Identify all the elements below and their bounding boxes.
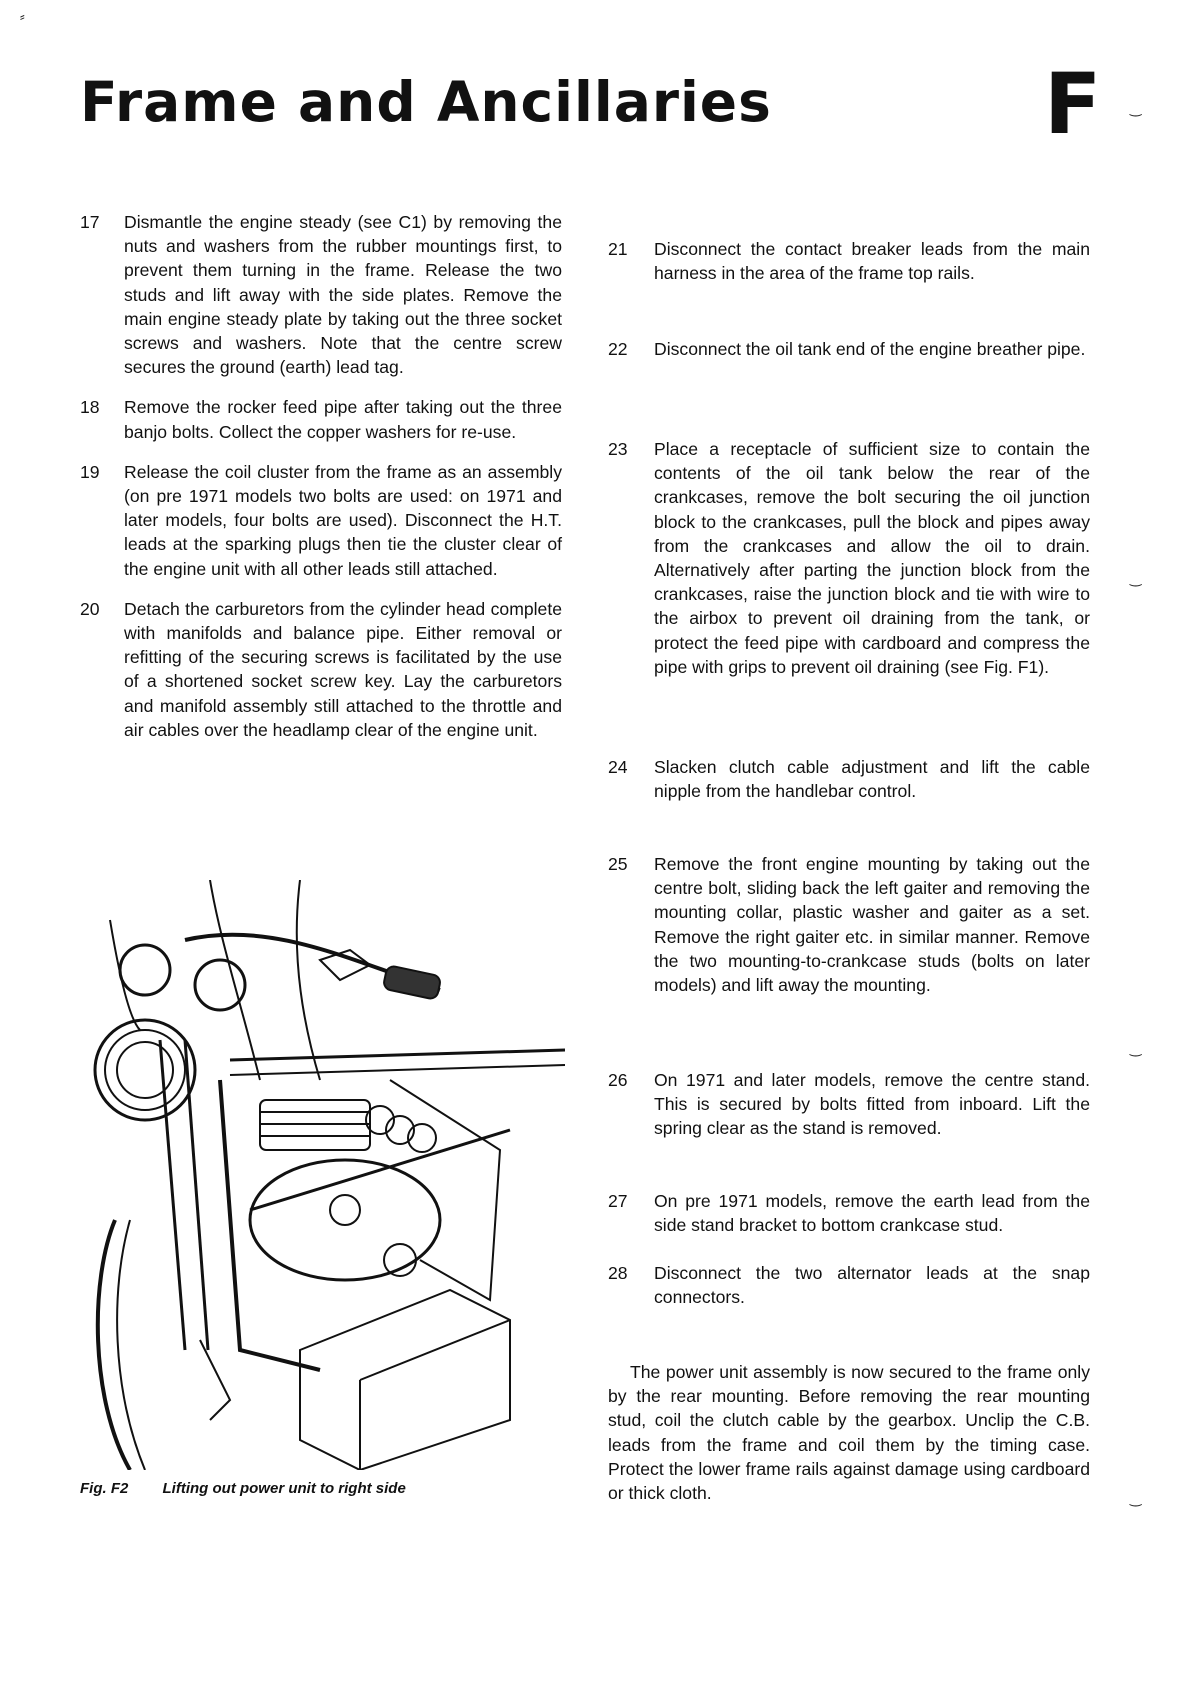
speedometer: [120, 945, 170, 995]
step-text: Slacken clutch cable adjustment and lift the cable nipple from the handlebar control.: [654, 757, 1090, 802]
step-text: Disconnect the oil tank end of the engine breather pipe.: [654, 339, 1086, 359]
page-title: Frame and Ancillaries: [80, 70, 772, 134]
step-number: 20: [80, 598, 100, 619]
step-number: 22: [608, 339, 628, 359]
left-column: [80, 210, 562, 758]
step-25: [608, 852, 1090, 997]
step-24: [608, 755, 1090, 803]
step-text: Remove the front engine mounting by taking out the centre bolt, sliding back the left gaiter and removing the mounting collar, plastic washer and gaiter as a set. Remove the right gaiter etc. in similar manner. Remove the two mounting-to-crankcase studs (bolts on later models) and lift away the mounting.: [654, 854, 1090, 996]
step-text: Release the coil cluster from the frame as an assembly (on pre 1971 models two bolts are used: on 1971 and later models, four bolts are used). Disconnect the H.T. leads at the sparking plugs then tie the cluster clear of the engine unit with all other leads still attached.: [124, 461, 562, 579]
scan-speck: ⸗: [20, 8, 25, 24]
step-number: 28: [608, 1263, 628, 1283]
step-21: [608, 237, 1090, 285]
step-text: Disconnect the two alternator leads at the snap connectors.: [654, 1263, 1090, 1308]
step-17: [80, 210, 562, 379]
step-number: 27: [608, 1191, 628, 1211]
step-text: On pre 1971 models, remove the earth lead from the side stand bracket to bottom crankcase stud.: [654, 1191, 1090, 1236]
margin-mark: ‿: [1130, 1040, 1142, 1056]
margin-mark: ‿: [1130, 1490, 1142, 1506]
margin-mark: ‿: [1130, 570, 1142, 586]
motorcycle-illustration: [90, 880, 565, 1470]
step-19: [80, 460, 562, 581]
headlamp: [95, 1020, 195, 1120]
step-text: Remove the rocker feed pipe after taking out the three banjo bolts. Collect the copper washers for re-use.: [124, 397, 562, 442]
step-number: 18: [80, 397, 100, 418]
closing-paragraph: The power unit assembly is now secured to the frame only by the rear mounting. Before removing the rear mounting stud, coil the clutch cable by the gearbox. Unclip the C.B. leads from the frame and coil them by the timing case. Protect the lower frame rails against damage using cardboard or thick cloth.: [608, 1362, 1090, 1504]
margin-mark: ‿: [1130, 100, 1142, 116]
step-number: 17: [80, 212, 100, 232]
crankcase: [250, 1160, 440, 1280]
step-text: Dismantle the engine steady (see C1) by removing the nuts and washers from the rubber mountings first, to prevent them turning in the frame. Release the two studs and lift away with the side plates. Remove the main engine steady plate by taking out the three socket screws and washers. Note that the centre screw secures the ground (earth) lead tag.: [124, 212, 562, 378]
step-number: 21: [608, 239, 628, 259]
tachometer: [195, 960, 245, 1010]
step-text: Disconnect the contact breaker leads from the main harness in the area of the frame top rails.: [654, 239, 1090, 284]
step-28: [608, 1261, 1090, 1309]
figure-caption: [80, 1480, 406, 1497]
step-18: [80, 395, 562, 443]
wooden-block: [300, 1290, 510, 1470]
step-number: 19: [80, 461, 100, 482]
frame-top-rail: [230, 1050, 565, 1060]
step-number: 25: [608, 854, 628, 874]
section-letter: F: [1044, 55, 1102, 153]
step-27: [608, 1189, 1090, 1237]
figure-label: Fig. F2: [80, 1480, 129, 1497]
cylinder-head: [260, 1100, 370, 1150]
step-number: 24: [608, 757, 628, 777]
figure-caption-text: Lifting out power unit to right side: [162, 1480, 406, 1497]
step-text: On 1971 and later models, remove the centre stand. This is secured by bolts fitted from inboard. Lift the spring clear as the stand is removed.: [654, 1070, 1090, 1139]
step-26: [608, 1068, 1090, 1141]
step-number: 26: [608, 1070, 628, 1090]
step-22: [608, 337, 1090, 361]
step-number: 23: [608, 439, 628, 459]
step-text: Detach the carburetors from the cylinder head complete with manifolds and balance pipe. Either removal or refitting of the securing screws is facilitated by the use of a shortened socket screw key. Lay the carburetors and manifold assembly still attached to the throttle and air cables over the headlamp clear of the engine unit.: [124, 598, 562, 740]
step-text: Place a receptacle of sufficient size to contain the contents of the oil tank below the rear of the crankcases, remove the bolt securing the oil junction block to the crankcases, pull the block and pipes away from the crankcases and allow the oil to drain. Alternatively after parting the junction block from the crankcases, raise the junction block and tie with wire to the airbox to prevent oil draining from the tank, or protect the feed pipe with cardboard and compress the pipe with grips to prevent oil draining (see Fig. F1).: [654, 439, 1090, 677]
front-wheel: [98, 1220, 130, 1470]
step-23: [608, 437, 1090, 679]
handlebar-grip: [383, 965, 442, 1000]
step-20: [80, 597, 562, 742]
